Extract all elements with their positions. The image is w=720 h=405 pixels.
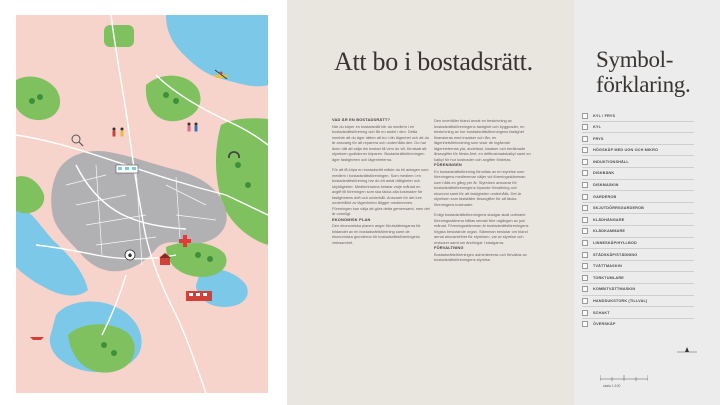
map-illustration	[16, 15, 268, 393]
legend-symbol-icon	[582, 275, 588, 281]
legend-item	[582, 272, 694, 284]
legend-symbol-icon	[582, 205, 588, 211]
legend-title-line: förklaring.	[596, 72, 691, 97]
text-column-right	[434, 117, 532, 263]
section-text: När du köper en bostadsrätt blir du medlem i en bostadsrättsförening och får en andel i den. Detta innebär att du äger rätten att bo i din lägenhet och att du är ansvarig för att reparera och underhålla den. Du har även rätt att sälja din bostad till vem du vill, förutsatt att styrelsen godkänner köparen. Bostadsrättsföreningen äger fastigheten och lägenheterna.	[332, 123, 429, 162]
legend-label: ÖVERSKÅP	[593, 322, 616, 327]
section	[332, 217, 430, 246]
legend-page	[574, 0, 720, 405]
legend-label: KYL	[593, 125, 602, 130]
legend-item	[582, 191, 694, 203]
section	[434, 118, 532, 162]
legend-item	[582, 145, 694, 157]
section-text: Enligt bostadsrättsföreningens stadgar skall ordinarie föreningsstämma hållas senast före utgången av juni månad. Föreningsstämman är bostadsrättsföreningens högsta beslutande organ. Stämman beslutar om bland annat ansvarsfrihet för styrelsen, val av styrelse och revisorer samt om ändringar i stadgarna.	[434, 212, 529, 245]
legend-symbol-icon	[582, 136, 588, 142]
legend-symbol-icon	[582, 263, 588, 269]
legend-label: HÖGSKÅP MED UGN OCH MIKRO	[593, 148, 659, 153]
area-map	[16, 15, 268, 393]
section-heading: FÖRVALTNING	[434, 245, 464, 250]
legend-symbol-icon	[582, 182, 588, 188]
legend-label: FRYS	[593, 136, 604, 141]
legend-item	[582, 180, 694, 192]
legend-symbol-icon	[582, 124, 588, 130]
legend-item	[582, 238, 694, 250]
section-text: En bostadsrättsförening förvaltas av en styrelse som föreningens medlemmar väljer vid föreningsstämman som hålls en gång per år. Styrelsen ansvarar för bostadsrättsföreningens löpande förvaltning och ekonomi samt för att fastigheten underhålls. Det är styrelsen som fastställer årsavgifter för att täcka föreningens kostnader.	[434, 168, 526, 207]
legend-symbol-icon	[582, 252, 588, 258]
section	[434, 162, 532, 207]
legend-symbol-icon	[582, 159, 588, 165]
legend-label: TVÄTTMASKIN	[593, 264, 622, 269]
legend-item	[582, 261, 694, 273]
section-heading: FÖRENINGEN	[434, 162, 462, 167]
legend-label: KLÄDHÄNGARE	[593, 217, 625, 222]
section-heading: EKONOMISK PLAN	[332, 216, 371, 222]
legend-symbol-icon	[582, 240, 588, 246]
green-patch-north	[104, 25, 134, 47]
legend-item	[582, 226, 694, 238]
section-text: För att få köpa en bostadsrätt måste du bli antagen som medlem i bostadsrättsföreningen. Som medlem i en bostadsrättsförening har du ett antal rättigheter och skyldigheter. Medlemmarna betalar varje månad en avgift till föreningen som ska täcka alla kostnader för fastighetens drift och underhåll. Ansvaret för det inre underhållet av lägenheten åligger medlemmen. Föreningen kan välja att göra detta gemensamt, men det är ovanligt.	[332, 167, 430, 216]
text-column-left	[332, 117, 430, 245]
text-page	[287, 0, 574, 405]
section	[434, 245, 532, 263]
legend-label: SKJUTDÖRRSGARDEROB	[593, 206, 645, 211]
section-text: Bostadsrättsföreningen administreras och förvaltas av bostadsrättsföreningens styrelse.	[434, 251, 527, 262]
legend-item	[582, 122, 694, 134]
legend-item	[582, 249, 694, 261]
scale-bar	[600, 375, 648, 381]
legend-symbol-icon	[582, 170, 588, 176]
legend-symbol-icon	[582, 147, 588, 153]
legend-label: HANDDUKSTORK (TILLVAL)	[593, 299, 648, 303]
legend-item	[582, 133, 694, 145]
section	[434, 212, 532, 245]
legend-label: GARDEROB	[593, 194, 617, 199]
legend-label: INDUKTIONSHÄLL	[593, 159, 629, 164]
section-text: Den ekonomiska planen anger förutsättningarna för bildandet av en bostadsrättsförening samt de ekonomiska grunderna för bostadsrättsföreningens verksamhet.	[332, 223, 421, 245]
legend-label: DISKBÄNK	[593, 171, 615, 176]
people-icon	[188, 123, 198, 132]
section	[332, 117, 430, 162]
legend-item	[582, 110, 694, 122]
legend-item	[582, 296, 694, 308]
legend-title-line: Symbol-	[596, 47, 674, 72]
legend-label: SCHAKT	[593, 310, 610, 315]
legend-label: DISKMASKIN	[593, 183, 619, 188]
legend-item	[582, 214, 694, 226]
football-icon	[125, 250, 135, 260]
field-southeast	[166, 242, 227, 277]
tennis-icon	[72, 135, 83, 146]
legend-symbol-icon	[582, 228, 588, 234]
page-title: Att bo i bostadsrätt.	[334, 47, 533, 76]
legend-item	[582, 168, 694, 180]
park-southwest	[16, 176, 44, 213]
legend-symbol-icon	[582, 321, 588, 327]
legend-item	[582, 319, 694, 331]
scale-label: skala 1:100	[603, 384, 621, 388]
legend-item	[582, 203, 694, 215]
legend-symbol-icon	[582, 298, 588, 304]
section-heading: VAD ÄR EN BOSTADSRÄTT?	[332, 117, 391, 122]
legend-title	[596, 47, 690, 97]
legend-label: KOMBITVÄTTMASKIN	[593, 287, 636, 292]
section-text: Den innehåller bland annat en beskrivning av bostadsrättsföreningens fastighet och byggnader, en beskrivning av hur bostadsrättsföreningens fastighet finansieras med insatser och lån, en lägenhetsförteckning som visar de ingående lägenheternas yta, andelstal, insatser och beräknade årsavgifter för första året, en driftkostnadskalkyl samt en kalkyl för hur kostnader och avgifter fördelas.	[434, 118, 531, 162]
legend-label: KLÄDKAMMARE	[593, 229, 626, 234]
section	[332, 167, 430, 217]
legend-label: STÄDSKÅP/STÄDNING	[593, 252, 638, 257]
legend-item	[582, 284, 694, 296]
train-icon	[116, 165, 138, 173]
bus-icon	[186, 291, 212, 301]
legend-label: KYL / FRYS	[593, 113, 616, 118]
legend-item	[582, 156, 694, 168]
legend-item	[582, 307, 694, 319]
legend-symbol-icon	[582, 310, 588, 316]
legend-symbol-icon	[582, 217, 588, 223]
legend-symbol-icon	[582, 286, 588, 292]
people-icon	[113, 128, 124, 137]
boat-icon	[30, 337, 44, 340]
legend-label: LINNESKÅP/HYLLBOD	[593, 241, 637, 246]
park-northeast	[146, 76, 201, 122]
legend-symbol-icon	[582, 113, 588, 119]
legend-list	[582, 110, 694, 330]
north-arrow-icon	[677, 347, 697, 355]
legend-label: TORKTUMLARE	[593, 275, 624, 280]
legend-symbol-icon	[582, 194, 588, 200]
